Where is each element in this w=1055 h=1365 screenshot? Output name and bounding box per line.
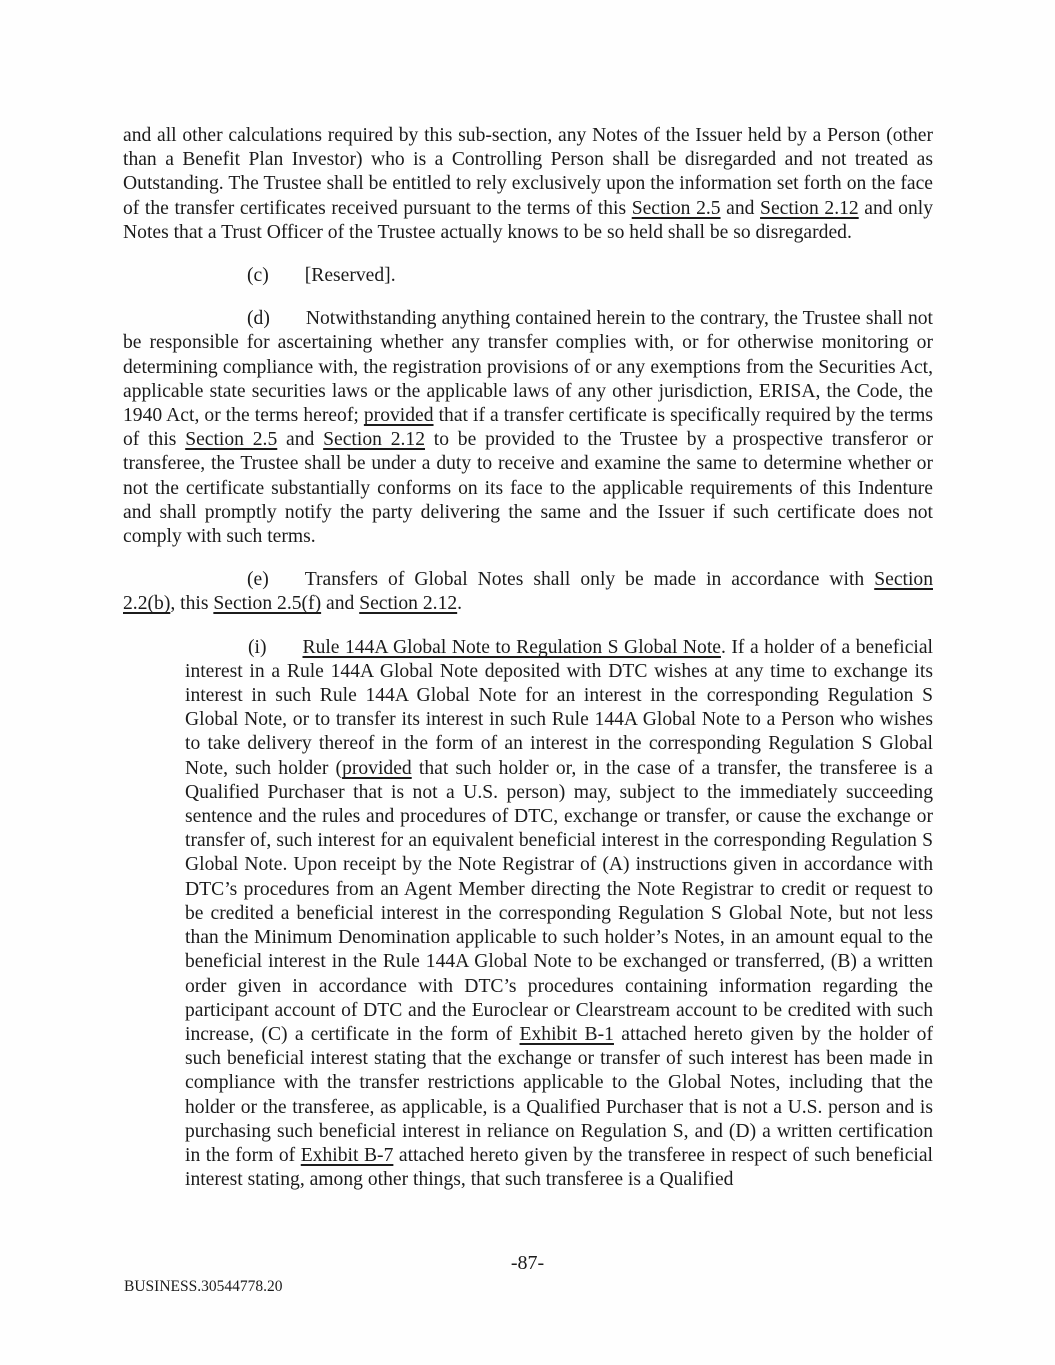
text-run: , this (170, 593, 214, 615)
text-run: and (720, 197, 761, 219)
text-run: that if a transfer certificate is specifically required by the terms of this (123, 405, 933, 451)
underlined-text-run: Rule 144A Global Note to Regulation S Global Note (302, 636, 721, 658)
underlined-text-run: Exhibit B-1 (519, 1023, 614, 1045)
text-run: (e) (247, 569, 269, 591)
text-run: . (457, 593, 463, 615)
underlined-text-run: Exhibit B-7 (300, 1144, 394, 1166)
text-run: Transfers of Global Notes shall only be made in accordance with (304, 569, 875, 591)
document-id-footer: BUSINESS.30544778.20 (124, 1278, 283, 1295)
page-number: -87- (510, 1252, 545, 1274)
document-body (123, 124, 933, 1192)
paragraph-d-trustee-responsibility (123, 307, 933, 549)
underlined-text-run: Section 2.5 (185, 429, 278, 451)
text-run: (i) (248, 636, 267, 658)
underlined-text-run: Section 2.12 (323, 429, 425, 451)
underlined-text-run: Section 2.12 (359, 593, 458, 615)
text-run: (c) (247, 265, 269, 287)
text-run: and only Notes that a Trust Officer of the Trustee actually knows to be so held shall be so disregarded. (123, 197, 934, 243)
underlined-text-run: Section 2.12 (760, 197, 859, 219)
underlined-text-run: Section 2.5 (631, 197, 721, 219)
text-run: [Reserved]. (304, 265, 396, 287)
text-run: (d) (247, 308, 270, 330)
text-run: attached hereto given by the holder of such beneficial interest stating that the exchange or transfer of such interest has been made in compliance with the transfer restrictions applicable to the Global Notes, including that the holder or the transferee, as applicable, is a Qualified Purchaser that is not a U.S. person and is purchasing such beneficial interest in reliance on Regulation S, and (D) a written certification in the form of (185, 1023, 934, 1166)
underlined-text-run: provided (342, 757, 412, 779)
text-run: and (277, 429, 324, 451)
underlined-text-run: provided (363, 405, 434, 427)
text-run: and all other calculations required by this sub-section, any Notes of the Issuer held by a Person (other than a Benefit Plan Investor) who is a Controlling Person shall be disregarded and not treated as Outstanding. The Trustee shall be entitled to rely exclusively upon the information set forth on the face of the transfer certificates received pursuant to the terms of this (123, 125, 933, 219)
text-run: that such holder or, in the case of a transfer, the transferee is a Qualified Purchaser that is not a U.S. person) may, subject to the immediately succeeding sentence and the rules and procedures of DTC, exchange or transfer, or cause the exchange or transfer of, such interest for an equivalent beneficial interest in the corresponding Regulation S Global Note. Upon receipt by the Note Registrar of (A) instructions given in accordance with DTC’s procedures from an Agent Member directing the Note Registrar to credit or request to be credited a beneficial interest in the corresponding Regulation S Global Note, but not less than the Minimum Denomination applicable to such holder’s Notes, in an amount equal to the beneficial interest in the Rule 144A Global Note to be exchanged or transferred, (B) a written order given in accordance with DTC’s procedures containing information regarding the participant account of DTC and the Euroclear or Clearstream account to be credited with such increase, (C) a certificate in the form of (185, 757, 933, 1045)
underlined-text-run: Section 2.2(b) (123, 569, 933, 615)
paragraph-c-reserved (123, 264, 933, 288)
paragraph-continuation (123, 124, 933, 245)
text-run: to be provided to the Trustee by a prospective transferor or transferee, the Trustee shall be under a duty to receive and examine the same to determine whether or not the certificate substantially conforms on its face to the applicable requirements of this Indenture and shall promptly notify the party delivering the same and the Issuer if such certificate does not comply with such terms. (123, 429, 933, 548)
text-run: . If a holder of a beneficial interest in a Rule 144A Global Note deposited with DTC wishes at any time to exchange its interest in such Rule 144A Global Note for an interest in the corresponding Regulation S Global Note, or to transfer its interest in such Rule 144A Global Note to a Person who wishes to take delivery thereof in the form of an interest in the corresponding Regulation S Global Note, such holder ( (185, 636, 933, 779)
underlined-text-run: Section 2.5(f) (213, 593, 322, 615)
text-run: and (321, 593, 360, 615)
paragraph-e-global-note-transfers (123, 568, 933, 616)
paragraph-i-rule144a-to-regs (185, 636, 933, 1193)
text-run: Notwithstanding anything contained herein to the contrary, the Trustee shall not be responsible for ascertaining whether any transfer complies with, or for otherwise monitoring or determining compliance with, the registration provisions of or any exemptions from the Securities Act, applicable state securities laws or the applicable laws of any other jurisdiction, ERISA, the Code, the 1940 Act, or the terms hereof; (123, 308, 933, 427)
text-run: attached hereto given by the transferee in respect of such beneficial interest stating, among other things, that such transferee is a Qualified (185, 1144, 934, 1191)
